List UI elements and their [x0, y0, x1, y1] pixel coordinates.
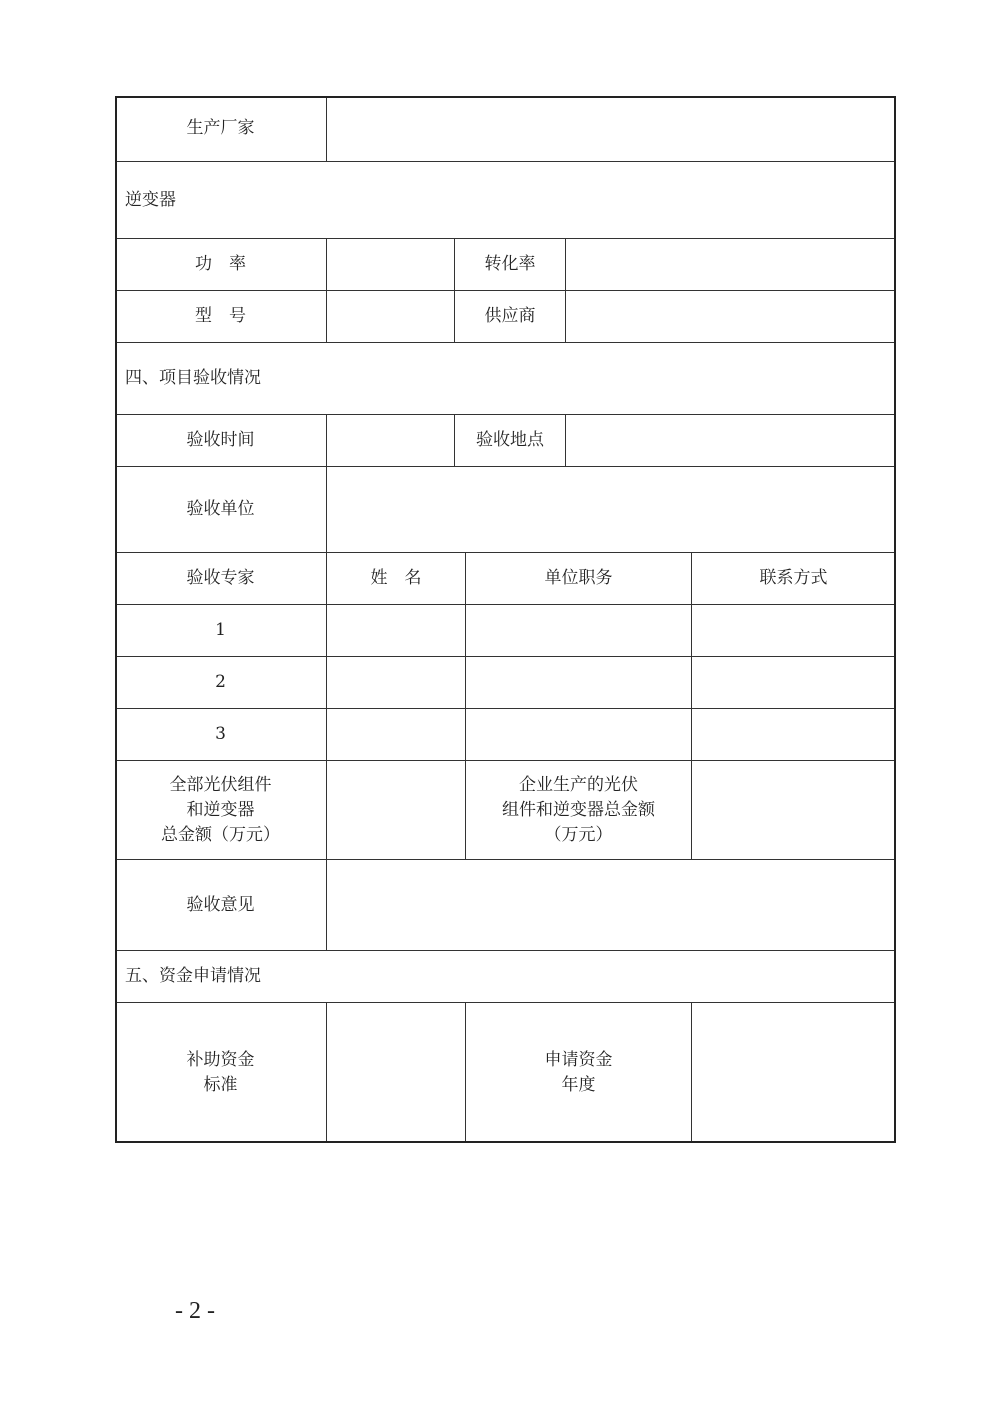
acceptance-unit-label: 验收单位 — [115, 467, 327, 553]
acceptance-unit-field[interactable] — [327, 467, 896, 553]
model-value-field[interactable] — [327, 291, 455, 343]
enterprise-amount-label-line: 组件和逆变器总金额 — [502, 799, 655, 820]
total-amount-field[interactable] — [327, 761, 466, 860]
funding-year-label-line: 申请资金 — [544, 1049, 613, 1070]
experts-header-position: 单位职务 — [466, 553, 692, 605]
expert-position-field[interactable] — [466, 605, 692, 657]
acceptance-opinion-label: 验收意见 — [115, 860, 327, 951]
enterprise-amount-label — [466, 761, 692, 860]
acceptance-opinion-field[interactable] — [327, 860, 896, 951]
power-value-field[interactable] — [327, 239, 455, 291]
subsidy-standard-label-line: 标准 — [203, 1074, 238, 1095]
total-amount-label-line: 总金额（万元） — [161, 824, 280, 845]
total-amount-label — [115, 761, 327, 860]
experts-header-name: 姓 名 — [327, 553, 466, 605]
inverter-heading: 逆变器 — [115, 162, 896, 239]
expert-position-field[interactable] — [466, 709, 692, 761]
funding-heading: 五、资金申请情况 — [115, 951, 896, 1003]
efficiency-label: 转化率 — [455, 239, 566, 291]
funding-year-label-line: 年度 — [561, 1074, 596, 1095]
power-label: 功 率 — [115, 239, 327, 291]
manufacturer-value-field[interactable] — [327, 96, 896, 162]
page-number: - 2 - — [175, 1298, 215, 1324]
expert-position-field[interactable] — [466, 657, 692, 709]
expert-row-number: 1 — [115, 605, 327, 657]
acceptance-time-label: 验收时间 — [115, 415, 327, 467]
expert-name-field[interactable] — [327, 709, 466, 761]
experts-header-label: 验收专家 — [115, 553, 327, 605]
expert-row-number: 2 — [115, 657, 327, 709]
expert-contact-field[interactable] — [692, 605, 896, 657]
expert-name-field[interactable] — [327, 657, 466, 709]
subsidy-standard-label — [115, 1003, 327, 1143]
expert-name-field[interactable] — [327, 605, 466, 657]
manufacturer-label: 生产厂家 — [115, 96, 327, 162]
expert-contact-field[interactable] — [692, 657, 896, 709]
enterprise-amount-label-line: （万元） — [544, 824, 613, 845]
application-form-table — [115, 96, 896, 1143]
experts-header-contact: 联系方式 — [692, 553, 896, 605]
supplier-label: 供应商 — [455, 291, 566, 343]
acceptance-location-field[interactable] — [566, 415, 896, 467]
funding-year-field[interactable] — [692, 1003, 896, 1143]
total-amount-label-line: 和逆变器 — [186, 799, 255, 820]
supplier-value-field[interactable] — [566, 291, 896, 343]
acceptance-location-label: 验收地点 — [455, 415, 566, 467]
enterprise-amount-label-line: 企业生产的光伏 — [519, 774, 638, 795]
model-label: 型 号 — [115, 291, 327, 343]
subsidy-standard-field[interactable] — [327, 1003, 466, 1143]
total-amount-label-line: 全部光伏组件 — [169, 774, 272, 795]
expert-contact-field[interactable] — [692, 709, 896, 761]
acceptance-heading: 四、项目验收情况 — [115, 343, 896, 415]
funding-year-label — [466, 1003, 692, 1143]
acceptance-time-field[interactable] — [327, 415, 455, 467]
expert-row-number: 3 — [115, 709, 327, 761]
enterprise-amount-field[interactable] — [692, 761, 896, 860]
efficiency-value-field[interactable] — [566, 239, 896, 291]
subsidy-standard-label-line: 补助资金 — [186, 1049, 255, 1070]
